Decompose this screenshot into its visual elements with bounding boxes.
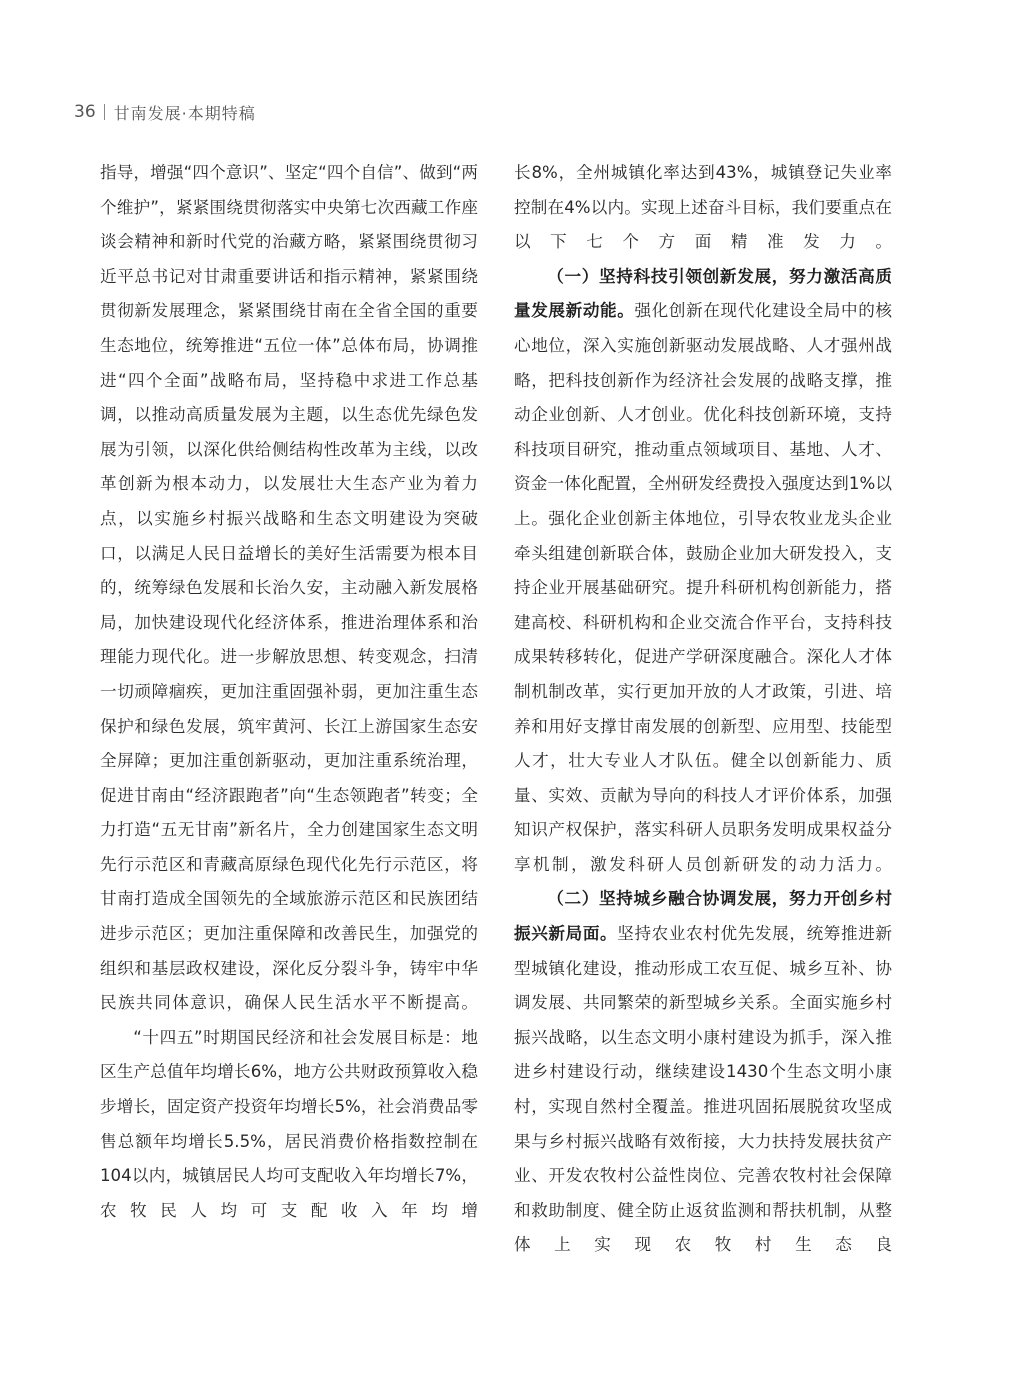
section-paragraph — [514, 882, 892, 1263]
header-divider — [104, 104, 105, 120]
section-body: 强化创新在现代化建设全局中的核心地位，深入实施创新驱动发展战略、人才强州战略，把科技创新作为经济社会发展的战略支撑，推动企业创新、人才创业。优化科技创新环境，支持科技项目研究，推动重点领域项目、基地、人才、资金一体化配置，全州研发经费投入强度达到1%以上。强化企业创新主体地位，引导农牧业龙头企业牵头组建创新联合体，鼓励企业加大研发投入，支持企业开展基础研究。提升科研机构创新能力，搭建高校、科研机构和企业交流合作平台，支持科技成果转移转化，促进产学研深度融合。深化人才体制机制改革，实行更加开放的人才政策，引进、培养和用好支撑甘南发展的创新型、应用型、技能型人才，壮大专业人才队伍。健全以创新能力、质量、实效、贡献为导向的科技人才评价体系，加强知识产权保护，落实科研人员职务发明成果权益分享机制，激发科研人员创新研发的动力活力。 — [514, 301, 892, 874]
page-header — [74, 100, 256, 124]
paragraph: 长8%，全州城镇化率达到43%，城镇登记失业率控制在4%以内。实现上述奋斗目标，我们要重点在以下七个方面精准发力。 — [514, 163, 892, 252]
section-body: 坚持农业农村优先发展，统筹推进新型城镇化建设，推动形成工农互促、城乡互补、协调发展、共同繁荣的新型城乡关系。全面实施乡村振兴战略，以生态文明小康村建设为抓手，深入推进乡村建设行动，继续建设1430个生态文明小康村，实现自然村全覆盖。推进巩固拓展脱贫攻坚成果与乡村振兴战略有效衔接，大力扶持发展扶贫产业、开发农牧村公益性岗位、完善农牧村社会保障和救助制度、健全防止返贫监测和帮扶机制，从整体上实现农牧村生态良 — [514, 924, 893, 1255]
page-number: 36 — [74, 102, 96, 122]
publication-title: 甘南发展·本期特稿 — [113, 103, 256, 123]
right-column — [514, 156, 892, 1263]
section-heading: （一）坚持科技引领创新发展，努力激活高质量发展新动能。 — [514, 266, 892, 321]
left-column — [100, 156, 478, 1228]
paragraph: “十四五”时期国民经济和社会发展目标是：地区生产总值年均增长6%，地方公共财政预算收入稳步增长，固定资产投资年均增长5%，社会消费品零售总额年均增长5.5%，居民消费价格指数控制在104以内，城镇居民人均可支配收入年均增长7%，农牧民人均可支配收入年均增 — [100, 1027, 478, 1220]
section-heading: （二）坚持城乡融合协调发展，努力开创乡村振兴新局面。 — [514, 889, 892, 944]
paragraph: 指导，增强“四个意识”、坚定“四个自信”、做到“两个维护”，紧紧围绕贯彻落实中央第七次西藏工作座谈会精神和新时代党的治藏方略，紧紧围绕贯彻习近平总书记对甘肃重要讲话和指示精神，紧紧围绕贯彻新发展理念，紧紧围绕甘南在全省全国的重要生态地位，统筹推进“五位一体”总体布局，协调推进“四个全面”战略布局，坚持稳中求进工作总基调，以推动高质量发展为主题，以生态优先绿色发展为引领，以深化供给侧结构性改革为主线，以改革创新为根本动力，以发展壮大生态产业为着力点，以实施乡村振兴战略和生态文明建设为突破口，以满足人民日益增长的美好生活需要为根本目的，统筹绿色发展和长治久安，主动融入新发展格局，加快建设现代化经济体系，推进治理体系和治理能力现代化。进一步解放思想、转变观念，扫清一切顽障痼疾，更加注重固强补弱，更加注重生态保护和绿色发展，筑牢黄河、长江上游国家生态安全屏障；更加注重创新驱动，更加注重系统治理，促进甘南由“经济跟跑者”向“生态领跑者”转变；全力打造“五无甘南”新名片，全力创建国家生态文明先行示范区和青藏高原绿色现代化先行示范区，将甘南打造成全国领先的全域旅游示范区和民族团结进步示范区；更加注重保障和改善民生，加强党的组织和基层政权建设，深化反分裂斗争，铸牢中华民族共同体意识，确保人民生活水平不断提高。 — [100, 163, 478, 1013]
section-paragraph — [514, 260, 892, 883]
